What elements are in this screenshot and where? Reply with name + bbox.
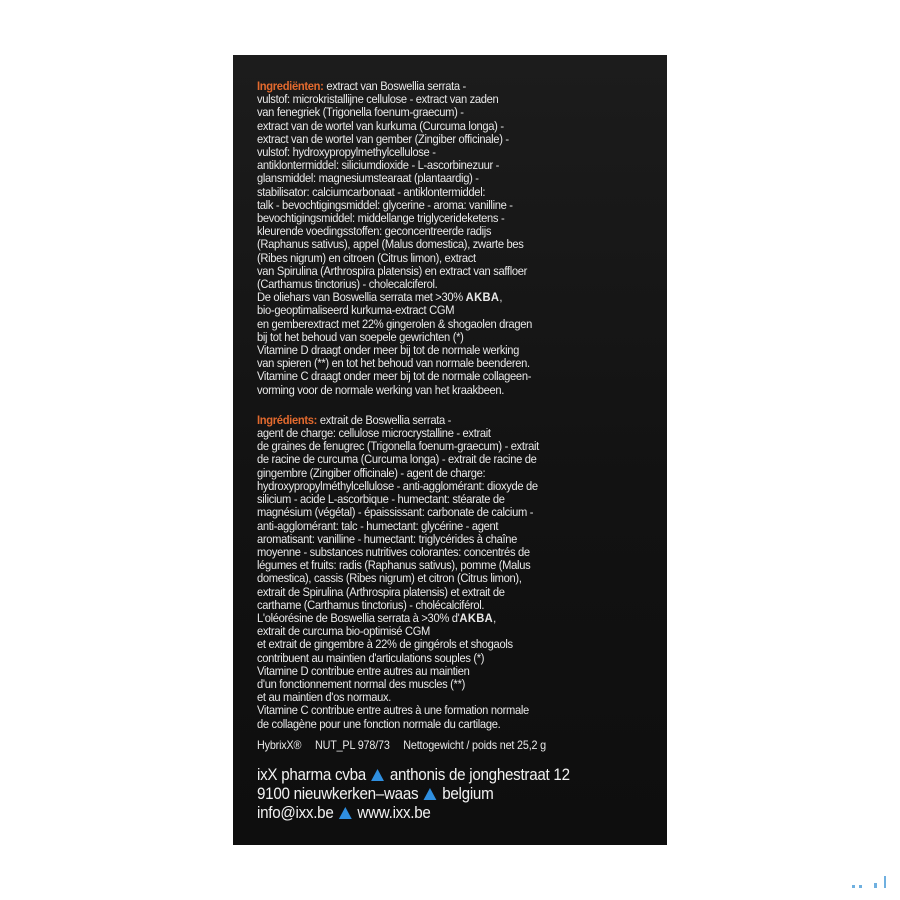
ingredients-fr-lines <box>257 427 657 612</box>
ingredients-fr-heading: Ingrédients: <box>257 412 318 427</box>
text-line: Vitamine D contribue entre autres au maintien <box>257 663 470 678</box>
company-info <box>257 766 570 823</box>
text-line: van Spirulina (Arthrospira platensis) en extract van saffloer <box>257 263 528 278</box>
watermark-logo <box>850 874 890 892</box>
company-country: belgium <box>442 785 494 803</box>
text-line: stabilisator: calciumcarbonaat - antiklontermiddel: <box>257 184 486 199</box>
text-line: contribuent au maintien d'articulations souples (*) <box>257 650 485 665</box>
ingredients-nl-first-line: Ingrediënten: extract van Boswellia serrata - <box>257 79 466 93</box>
company-name: ixX pharma cvba <box>257 766 366 784</box>
claim-fr-first-line: L'oléorésine de Boswellia serrata à >30% d'AKBA, <box>257 610 496 625</box>
triangle-icon <box>339 807 352 819</box>
company-line-3 <box>257 804 570 823</box>
akba-mark: AKBA <box>459 610 494 625</box>
claims-nl-lines <box>257 304 657 396</box>
text-line: anti-agglomérant: talc - humectant: glycérine - agent <box>257 518 499 533</box>
text-line: et au maintien d'os normaux. <box>257 690 392 705</box>
text-line: silicium - acide L-ascorbique - humectant: stéarate de <box>257 492 505 507</box>
company-email: info@ixx.be <box>257 804 334 822</box>
net-weight: Nettogewicht / poids net 25,2 g <box>403 738 547 752</box>
text-line: aromatisant: vanilline - humectant: triglycérides à chaîne <box>257 531 518 546</box>
text-line: extrait de curcuma bio-optimisé CGM <box>257 624 431 639</box>
company-line-2 <box>257 785 570 804</box>
text-line: magnésium (végétal) - épaississant: carbonate de calcium - <box>257 505 534 520</box>
ingredients-fr <box>257 414 657 731</box>
company-website: www.ixx.be <box>357 804 431 822</box>
text-line: vulstof: hydroxypropylmethylcellulose - <box>257 145 436 160</box>
triangle-icon <box>371 769 384 781</box>
text-line: légumes et fruits: radis (Raphanus sativus), pomme (Malus <box>257 558 531 573</box>
text-line: de graines de fenugrec (Trigonella foenum-graecum) - extrait <box>257 439 539 454</box>
text-line: gingembre (Zingiber officinale) - agent de charge: <box>257 465 486 480</box>
text-line: extract van de wortel van gember (Zingiber officinale) - <box>257 131 509 146</box>
text-line: hydroxypropylméthylcellulose - anti-agglomérant: dioxyde de <box>257 478 538 493</box>
text-line: vulstof: microkristallijne cellulose - extract van zaden <box>257 92 499 107</box>
text-line: talk - bevochtigingsmiddel: glycerine - aroma: vanilline - <box>257 197 513 212</box>
text-line: carthame (Carthamus tinctorius) - cholécalciférol. <box>257 597 485 612</box>
text-line: extrait de Spirulina (Arthrospira platensis) et extrait de <box>257 584 505 599</box>
text-line: kleurende voedingsstoffen: geconcentreerde radijs <box>257 224 492 239</box>
text-line: et extrait de gingembre à 22% de gingérols et shogaols <box>257 637 513 652</box>
text-line: van spieren (**) en tot het behoud van normale beenderen. <box>257 356 530 371</box>
text-line: van fenegriek (Trigonella foenum-graecum) - <box>257 105 464 120</box>
text-line: (Raphanus sativus), appel (Malus domestica), zwarte bes <box>257 237 524 252</box>
text-line: (Ribes nigrum) en citroen (Citrus limon), extract <box>257 250 476 265</box>
text-line: Vitamine C contribue entre autres à une formation normale <box>257 703 529 718</box>
text-line: de collagène pour une fonction normale du cartilage. <box>257 716 501 731</box>
ingredients-nl-heading: Ingrediënten: <box>257 79 324 93</box>
text-line: bevochtigingsmiddel: middellange triglycerideketens - <box>257 211 505 226</box>
text-line: domestica), cassis (Ribes nigrum) et citron (Citrus limon), <box>257 571 522 586</box>
text-line: vorming voor de normale werking van het kraakbeen. <box>257 382 505 397</box>
ingredients-fr-first-line: Ingrédients: extrait de Boswellia serrata - <box>257 412 452 427</box>
text-line: glansmiddel: magnesiumstearaat (plantaardig) - <box>257 171 479 186</box>
text-line: moyenne - substances nutritives colorantes: concentrés de <box>257 544 530 559</box>
company-city: 9100 nieuwkerken–waas <box>257 785 419 803</box>
text-line: agent de charge: cellulose microcrystalline - extrait <box>257 426 491 441</box>
text-line: bij tot het behoud van soepele gewrichten (*) <box>257 329 464 344</box>
triangle-icon <box>424 788 437 800</box>
text-line: antiklontermiddel: siliciumdioxide - L-ascorbinezuur - <box>257 158 500 173</box>
text-line: Vitamine D draagt onder meer bij tot de normale werking <box>257 343 520 358</box>
ingredients-nl-lines <box>257 93 657 291</box>
product-info <box>257 738 557 752</box>
text-line: d'un fonctionnement normal des muscles (**) <box>257 676 466 691</box>
ingredients-nl <box>257 80 657 397</box>
label-text <box>257 80 657 731</box>
text-line: extract van de wortel van kurkuma (Curcuma longa) - <box>257 118 504 133</box>
notification-code: NUT_PL 978/73 <box>314 738 390 752</box>
text-line: en gemberextract met 22% gingerolen & shogaolen dragen <box>257 316 532 331</box>
text-line: Vitamine C draagt onder meer bij tot de normale collageen- <box>257 369 532 384</box>
text-line: bio-geoptimaliseerd kurkuma-extract CGM <box>257 303 455 318</box>
company-line-1 <box>257 766 570 785</box>
claim-nl-first-line: De oliehars van Boswellia serrata met >30% AKBA, <box>257 290 503 305</box>
text-line: de racine de curcuma (Curcuma longa) - extrait de racine de <box>257 452 537 467</box>
brand-name: HybrixX® <box>257 738 302 752</box>
claims-fr-lines <box>257 625 657 731</box>
text-line: (Carthamus tinctorius) - cholecalciferol. <box>257 277 438 292</box>
company-street: anthonis de jonghestraat 12 <box>389 766 570 784</box>
akba-mark: AKBA <box>465 290 500 305</box>
